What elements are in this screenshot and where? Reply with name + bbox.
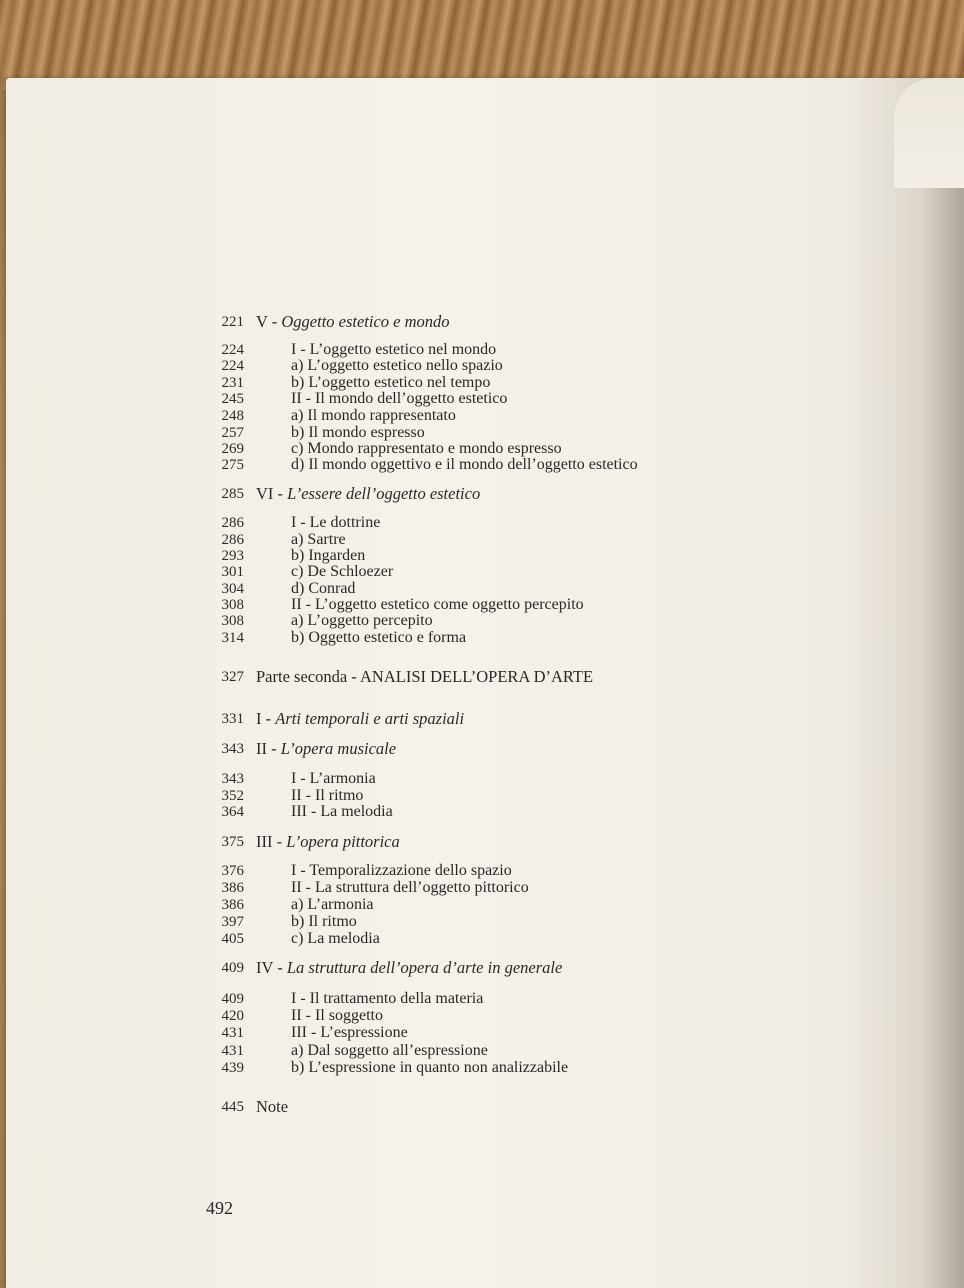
toc-page-number: 439 [221,1060,244,1076]
toc-entry-text: I - L’oggetto estetico nel mondo [291,341,497,358]
toc-page-number: 331 [221,711,244,727]
toc-entry-title [291,514,380,532]
toc-entry-title [291,862,512,880]
toc-entry-prefix: VI - [256,484,288,503]
toc-entry-title [291,357,503,375]
toc-entry-text: I - Le dottrine [291,514,381,531]
toc-entry-prefix: V - [256,312,282,331]
toc-page-number: 375 [221,834,244,850]
toc-entry-title [256,710,464,728]
toc-entry-title [291,390,507,408]
toc-entry-title [256,1098,288,1116]
toc-entry-title [256,740,396,758]
toc-page-number: 308 [221,613,244,629]
toc-page-number: 293 [221,548,244,564]
toc-page-number: 420 [221,1008,244,1024]
toc-entry-text: Oggetto estetico e mondo [281,312,450,331]
toc-entry-text: a) L’armonia [291,896,374,913]
toc-entry-title [291,1059,568,1077]
toc-page-number: 376 [221,863,244,879]
toc-entry-text: L’opera pittorica [286,832,400,851]
toc-page-number: 409 [221,991,244,1007]
toc-page-number: 304 [221,581,244,597]
toc-entry-text: III - La melodia [291,803,393,820]
toc-page-number: 285 [221,486,244,502]
toc-entry-text: III - L’espressione [291,1024,408,1041]
toc-page-number: 386 [221,897,244,913]
toc-entry-text: L’opera musicale [280,739,397,758]
toc-entry-prefix: III - [256,832,287,851]
toc-entry-text: I - L’armonia [291,770,376,787]
toc-entry-title [256,313,450,331]
toc-entry-title [291,407,456,425]
toc-page-number: 308 [221,597,244,613]
toc-entry-title [291,612,433,630]
toc-entry-title [256,668,593,686]
toc-entry-text: II - La struttura dell’oggetto pittorico [291,879,529,896]
toc-entry-title [291,879,529,897]
toc-page-number: 343 [221,741,244,757]
toc-entry-prefix: II - [256,739,281,758]
toc-entry-text: a) L’oggetto percepito [291,612,433,629]
toc-entry-title [291,990,483,1008]
toc-entry-text: d) Conrad [291,580,356,597]
toc-entry-text: II - L’oggetto estetico come oggetto percepito [291,596,584,613]
toc-page-number: 286 [221,532,244,548]
toc-entry-text: II - Il mondo dell’oggetto estetico [291,390,508,407]
toc-entry-text: I - Il trattamento della materia [291,990,484,1007]
toc-entry-title [291,770,376,788]
toc-entry-title [291,629,466,647]
toc-entry-text: b) L’oggetto estetico nel tempo [291,374,491,391]
toc-entry-title [256,833,400,851]
toc-entry-text: Note [256,1097,289,1116]
toc-entry-title [291,896,373,914]
toc-page-number: 431 [221,1043,244,1059]
toc-entry-text: a) Il mondo rappresentato [291,407,456,424]
toc-page-number: 257 [221,425,244,441]
toc-entry-text: b) Il ritmo [291,913,357,930]
toc-entry-title [291,1024,408,1042]
toc-page-number: 397 [221,914,244,930]
toc-page-number: 275 [221,457,244,473]
toc-page-number: 386 [221,880,244,896]
toc-page-number: 364 [221,804,244,820]
toc-page-number: 269 [221,441,244,457]
toc-entry-text: a) Dal soggetto all’espressione [291,1042,488,1059]
toc-entry-text: a) L’oggetto estetico nello spazio [291,357,503,374]
toc-entry-title [291,930,380,948]
toc-entry-text: I - Temporalizzazione dello spazio [291,862,512,879]
toc-page-number: 409 [221,960,244,976]
toc-entry-text: b) Ingarden [291,547,366,564]
toc-entry-text: b) Oggetto estetico e forma [291,629,467,646]
toc-entry-title [291,1007,383,1025]
toc-entry-prefix: I - [256,709,276,728]
toc-entry-title [291,803,393,821]
toc-entry-title [291,1042,488,1060]
toc-entry-title [256,959,562,977]
toc-entry-title [291,913,357,931]
toc-entry-text: La struttura dell’opera d’arte in generale [286,958,563,977]
toc-page-number: 405 [221,931,244,947]
toc-entry-title [291,456,638,474]
toc-entry-text: c) La melodia [291,930,380,947]
toc-page-number: 352 [221,788,244,804]
toc-page-number: 286 [221,515,244,531]
toc-entry-text: c) De Schloezer [291,563,394,580]
toc-page-number: 343 [221,771,244,787]
toc-entry-prefix: Parte seconda - [256,667,361,686]
toc-page-number: 231 [221,375,244,391]
toc-entry-title [256,485,480,503]
toc-page-number: 314 [221,630,244,646]
toc-entry-text: a) Sartre [291,531,346,548]
toc-page-number: 301 [221,564,244,580]
toc-entry-text: c) Mondo rappresentato e mondo espresso [291,440,562,457]
toc-entry-text: b) Il mondo espresso [291,424,425,441]
toc-page-number: 224 [221,342,244,358]
toc-page-number: 221 [221,314,244,330]
toc-entry-text: Arti temporali e arti spaziali [275,709,465,728]
toc-page-number: 224 [221,358,244,374]
toc-entry-text: II - Il soggetto [291,1007,383,1024]
toc-entry-text: ANALISI DELL’OPERA D’ARTE [360,667,594,686]
toc-entry-prefix: IV - [256,958,287,977]
toc-entry-title [291,563,393,581]
toc-entry-text: II - Il ritmo [291,787,364,804]
toc-page-number: 431 [221,1025,244,1041]
toc-page-number: 327 [221,669,244,685]
toc-page-number: 445 [221,1099,244,1115]
toc-entry-text: L’essere dell’oggetto estetico [287,484,481,503]
toc-page-number: 245 [221,391,244,407]
toc-entry-text: d) Il mondo oggettivo e il mondo dell’oggetto estetico [291,456,638,473]
page-number: 492 [206,1198,233,1218]
toc-page-number: 248 [221,408,244,424]
toc-entry-text: b) L’espressione in quanto non analizzabile [291,1059,569,1076]
